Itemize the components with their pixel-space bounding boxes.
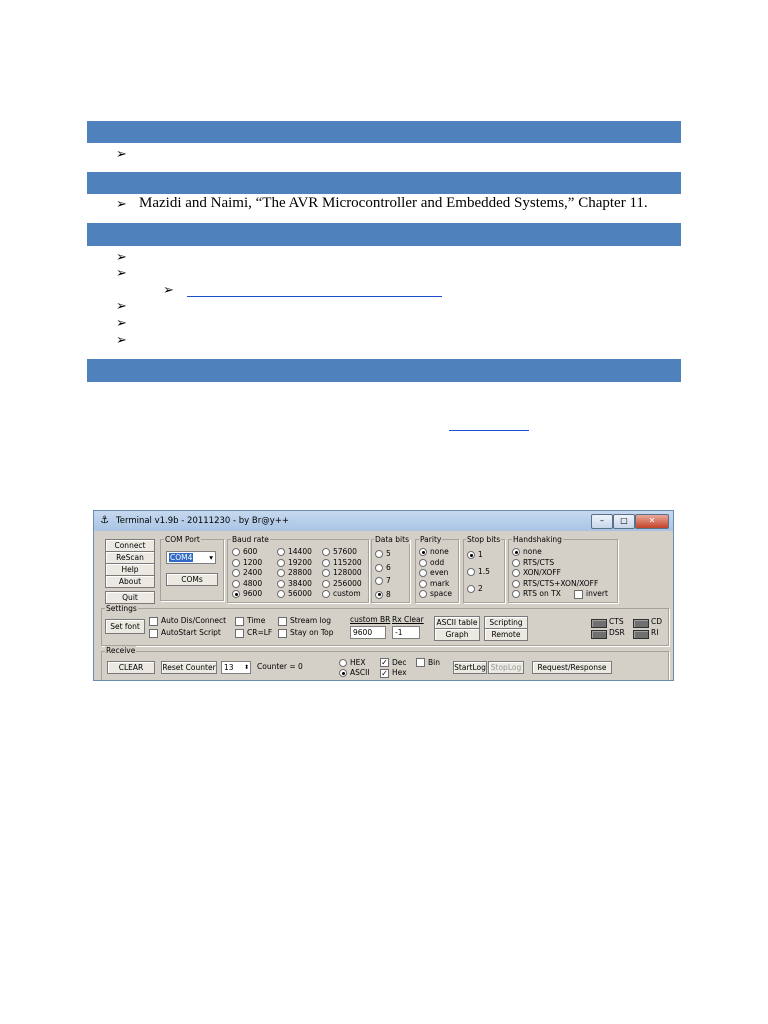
data-bits-7-label: 7 <box>386 576 391 585</box>
parity-odd-label: odd <box>430 557 445 567</box>
parity-label: Parity <box>420 535 442 544</box>
baud-1200-radio[interactable] <box>232 559 240 567</box>
baud-28800-label: 28800 <box>288 568 312 577</box>
baud-2400-radio[interactable] <box>232 569 240 577</box>
hex-checkbox[interactable]: ✓ <box>381 669 388 678</box>
parity-even-radio[interactable] <box>419 569 427 577</box>
parity-odd-radio[interactable] <box>419 559 427 567</box>
settings-label: Settings <box>106 604 137 613</box>
cts-label: CTS <box>609 617 624 626</box>
baud-256000-label: 256000 <box>333 578 362 588</box>
cr-lf-label: CR=LF <box>247 628 273 637</box>
auto-dis-connect-checkbox[interactable] <box>149 617 158 626</box>
stepper-arrows-icon: ⬍ <box>243 664 249 671</box>
terminal-window <box>93 510 674 681</box>
auto-dis-connect-label: Auto Dis/Connect <box>161 616 227 625</box>
baud-4800-label: 4800 <box>243 578 263 588</box>
bullet-marker: ➢ <box>116 196 127 211</box>
counter-value: 13 <box>224 663 234 672</box>
baud-600-label: 600 <box>243 547 258 556</box>
baud-9600-label: 9600 <box>243 589 263 598</box>
handshaking-2-label: XON/XOFF <box>523 568 561 577</box>
data-bits-8-label: 8 <box>386 589 391 599</box>
cts-indicator <box>591 619 607 628</box>
ri-label: RI <box>651 628 659 637</box>
handshaking-label: Handshaking <box>513 535 562 544</box>
coms-button[interactable]: COMs <box>166 573 218 586</box>
dec-label: Dec <box>392 658 407 667</box>
window-title: Terminal v1.9b - 20111230 - by Br@y++ <box>116 516 290 526</box>
dec-checkbox[interactable]: ✓ <box>381 658 388 667</box>
hex-label: HEX <box>350 658 366 667</box>
rescan-button[interactable]: ReScan <box>105 551 155 564</box>
remote-button[interactable]: Remote <box>484 628 528 641</box>
section-header-bar-3 <box>87 223 681 246</box>
section-header-bar-4 <box>87 359 681 382</box>
ri-indicator <box>633 630 649 639</box>
rx-clear-label: Rx Clear <box>392 615 424 624</box>
data-bits-6-radio[interactable] <box>375 564 383 572</box>
baud-custom-label: custom <box>333 589 361 598</box>
bullet-marker: ➢ <box>116 298 127 313</box>
cd-indicator <box>633 619 649 628</box>
bullet-marker: ➢ <box>116 315 127 330</box>
hex-checkbox-label: Hex <box>392 668 407 677</box>
data-bits-8-radio[interactable] <box>375 591 383 599</box>
baud-38400-radio[interactable] <box>277 580 285 588</box>
parity-mark-label: mark <box>430 578 450 588</box>
cd-label: CD <box>651 617 663 626</box>
handshaking-0-radio[interactable] <box>512 548 520 556</box>
baud-9600-radio[interactable] <box>232 590 240 598</box>
counter-stepper[interactable] <box>221 661 251 674</box>
baud-115200-label: 115200 <box>333 557 362 567</box>
rx-clear-input[interactable]: -1 <box>392 626 420 639</box>
scripting-button[interactable]: Scripting <box>484 616 528 629</box>
com-port-select[interactable] <box>166 551 216 564</box>
data-bits-6-label: 6 <box>386 562 391 572</box>
invert-label: invert <box>586 589 608 598</box>
section-header-bar-1 <box>87 121 681 143</box>
baud-2400-label: 2400 <box>243 568 263 577</box>
stoplog-button[interactable]: StopLog <box>488 661 524 674</box>
baud-56000-radio[interactable] <box>277 590 285 598</box>
bin-label: Bin <box>428 658 440 667</box>
baud-56000-label: 56000 <box>288 589 312 598</box>
baud-14400-label: 14400 <box>288 547 312 556</box>
bullet-marker: ➢ <box>116 332 127 347</box>
handshaking-0-label: none <box>523 547 542 556</box>
baud-19200-radio[interactable] <box>277 559 285 567</box>
time-checkbox[interactable] <box>235 617 244 626</box>
parity-none-radio[interactable] <box>419 548 427 556</box>
hex-radio[interactable] <box>339 659 347 667</box>
section-header-bar-2 <box>87 172 681 194</box>
clear-button[interactable]: CLEAR <box>107 661 155 674</box>
reference-text: Mazidi and Naimi, “The AVR Microcontroller and Embedded Systems,” Chapter 11. <box>139 195 648 211</box>
bullet-marker: ➢ <box>163 282 174 297</box>
baud-28800-radio[interactable] <box>277 569 285 577</box>
reset-counter-button[interactable]: Reset Counter <box>162 663 216 672</box>
help-button[interactable]: Help <box>105 563 155 576</box>
handshaking-1-radio[interactable] <box>512 559 520 567</box>
baud-57600-label: 57600 <box>333 547 357 556</box>
hyperlink[interactable] <box>449 430 529 431</box>
baud-38400-label: 38400 <box>288 578 312 588</box>
handshaking-1-label: RTS/CTS <box>523 557 555 567</box>
stop-bits-label: Stop bits <box>467 535 501 544</box>
custom-br-input[interactable]: 9600 <box>350 626 386 639</box>
baud-custom-radio[interactable] <box>322 590 330 598</box>
baud-128000-radio[interactable] <box>322 569 330 577</box>
baud-600-radio[interactable] <box>232 548 240 556</box>
ascii-radio[interactable] <box>339 669 347 677</box>
bullet-marker: ➢ <box>116 265 127 280</box>
handshaking-3-label: RTS/CTS+XON/XOFF <box>523 578 599 588</box>
set-font-button[interactable]: Set font <box>105 619 145 634</box>
dsr-label: DSR <box>609 628 625 637</box>
graph-button[interactable]: Graph <box>434 628 480 641</box>
baud-19200-label: 19200 <box>288 557 312 567</box>
about-button[interactable]: About <box>105 575 155 588</box>
bin-checkbox[interactable] <box>416 658 425 667</box>
autostart-script-checkbox[interactable] <box>149 629 158 638</box>
com-port-value: COM4 <box>170 553 193 562</box>
handshaking-2-radio[interactable] <box>512 569 520 577</box>
baud-1200-label: 1200 <box>243 557 263 567</box>
request-response-button[interactable]: Request/Response <box>532 661 612 674</box>
title-bar <box>94 511 673 531</box>
data-bits-5-label: 5 <box>386 549 391 558</box>
cr-lf-checkbox[interactable] <box>235 629 244 638</box>
stop-bits-2-radio[interactable] <box>467 585 475 593</box>
parity-none-label: none <box>430 547 449 556</box>
stop-bits-1-label: 1 <box>478 550 483 559</box>
minimize-button[interactable]: – <box>591 514 613 529</box>
parity-even-label: even <box>430 568 449 577</box>
receive-label: Receive <box>106 646 136 655</box>
com-port-group <box>160 539 224 601</box>
time-label: Time <box>247 616 266 625</box>
data-bits-7-radio[interactable] <box>375 577 383 585</box>
dsr-indicator <box>591 630 607 639</box>
bullet-marker: ➢ <box>116 249 127 264</box>
baud-14400-radio[interactable] <box>277 548 285 556</box>
ascii-table-button[interactable]: ASCII table <box>434 616 480 629</box>
baud-57600-radio[interactable] <box>322 548 330 556</box>
stop-bits-1.5-radio[interactable] <box>467 568 475 576</box>
counter-text: Counter = 0 <box>257 662 303 671</box>
startlog-button[interactable]: StartLog <box>454 663 486 672</box>
handshaking-4-radio[interactable] <box>512 590 520 598</box>
data-bits-label: Data bits <box>375 535 409 544</box>
invert-checkbox[interactable] <box>574 590 583 599</box>
stop-bits-1-radio[interactable] <box>467 551 475 559</box>
stop-bits-2-label: 2 <box>478 584 483 593</box>
stay-on-top-checkbox[interactable] <box>278 629 287 638</box>
data-bits-5-radio[interactable] <box>375 550 383 558</box>
com-port-label: COM Port <box>165 535 200 544</box>
baud-128000-label: 128000 <box>333 568 362 577</box>
maximize-button[interactable]: □ <box>613 514 635 529</box>
stream-log-label: Stream log <box>290 616 331 625</box>
autostart-script-label: AutoStart Script <box>161 628 221 637</box>
stop-bits-1.5-label: 1.5 <box>478 567 490 576</box>
quit-button[interactable]: Quit <box>105 591 155 604</box>
handshaking-3-radio[interactable] <box>512 580 520 588</box>
handshaking-4-label: RTS on TX <box>523 589 561 598</box>
baud-4800-radio[interactable] <box>232 580 240 588</box>
stay-on-top-label: Stay on Top <box>290 628 334 637</box>
ascii-label: ASCII <box>350 668 370 677</box>
custom-br-label: custom BR <box>350 615 391 624</box>
app-icon: ⚓ <box>100 515 109 526</box>
parity-mark-radio[interactable] <box>419 580 427 588</box>
stream-log-checkbox[interactable] <box>278 617 287 626</box>
baud-256000-radio[interactable] <box>322 580 330 588</box>
bullet-marker: ➢ <box>116 146 127 161</box>
close-button[interactable]: ✕ <box>635 514 669 529</box>
chevron-down-icon: ▾ <box>209 553 213 562</box>
parity-space-radio[interactable] <box>419 590 427 598</box>
hyperlink[interactable] <box>187 296 442 297</box>
baud-115200-radio[interactable] <box>322 559 330 567</box>
parity-space-label: space <box>430 589 453 598</box>
baud-rate-label: Baud rate <box>232 535 269 544</box>
connect-button[interactable]: Connect <box>105 539 155 552</box>
